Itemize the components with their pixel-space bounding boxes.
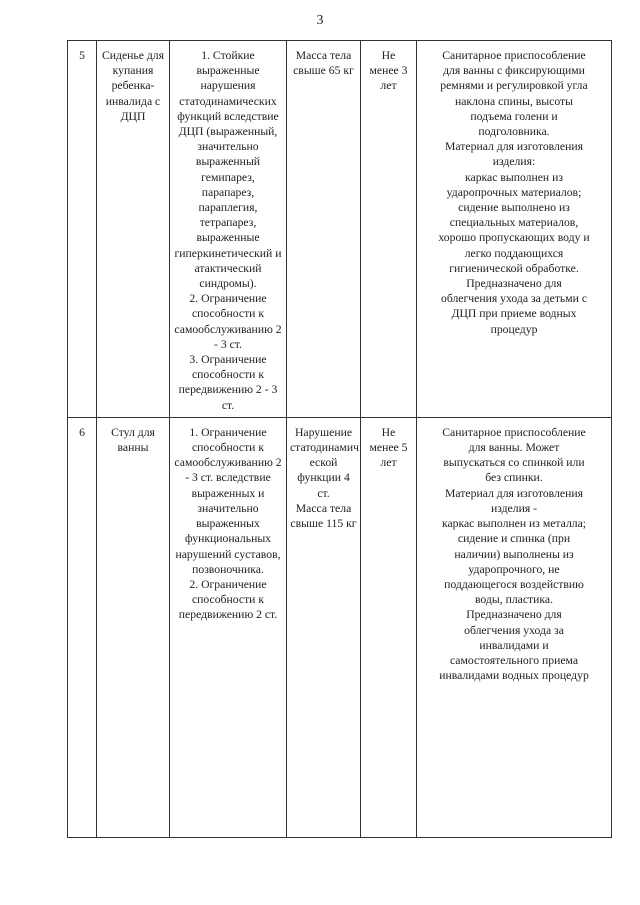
table-row bbox=[68, 41, 612, 418]
item-name-cell: Сиденье для купания ребенка- инвалида с ДЦП bbox=[97, 41, 170, 418]
limitation-cell: Нарушение статодинамич еской функции 4 ст. Масса тела свыше 115 кг bbox=[287, 417, 361, 837]
page-number: 3 bbox=[316, 13, 324, 28]
row-number-cell: 6 bbox=[68, 417, 97, 837]
term-cell: Не менее 5 лет bbox=[361, 417, 417, 837]
indications-cell: 1. Ограничение способности к самообслуживанию 2 - 3 ст. вследствие выраженных и значительно выраженных функциональных нарушений суставов, позвоночника. 2. Ограничение способности к передвижению 2 ст. bbox=[170, 417, 287, 837]
row-number-cell: 5 bbox=[68, 41, 97, 418]
table-row bbox=[68, 417, 612, 837]
description-cell: Санитарное приспособление для ванны с фиксирующими ремнями и регулировкой угла наклона спины, высоты подъема голени и подголовника. Материал для изготовления изделия: каркас выполнен из ударопрочных материалов; сидение выполнено из специальных материалов, хорошо пропускающих воду и легко поддающихся гигиенической обработке. Предназначено для облегчения ухода за детьми с ДЦП при приеме водных процедур bbox=[417, 41, 612, 418]
item-name-cell: Стул для ванны bbox=[97, 417, 170, 837]
limitation-cell: Масса тела свыше 65 кг bbox=[287, 41, 361, 418]
term-cell: Не менее 3 лет bbox=[361, 41, 417, 418]
document-table bbox=[67, 40, 612, 838]
indications-cell: 1. Стойкие выраженные нарушения статодинамических функций вследствие ДЦП (выраженный, значительно выраженный гемипарез, парапарез, параплегия, тетрапарез, выраженные гиперкинетический и атактический синдромы). 2. Ограничение способности к самообслуживанию 2 - 3 ст. 3. Ограничение способности к передвижению 2 - 3 ст. bbox=[170, 41, 287, 418]
description-cell: Санитарное приспособление для ванны. Может выпускаться со спинкой или без спинки. Материал для изготовления изделия - каркас выполнен из металла; сидение и спинка (при наличии) выполнены из ударопрочного, не поддающегося воздействию воды, пластика. Предназначено для облегчения ухода за инвалидами и самостоятельного приема инвалидами водных процедур bbox=[417, 417, 612, 837]
